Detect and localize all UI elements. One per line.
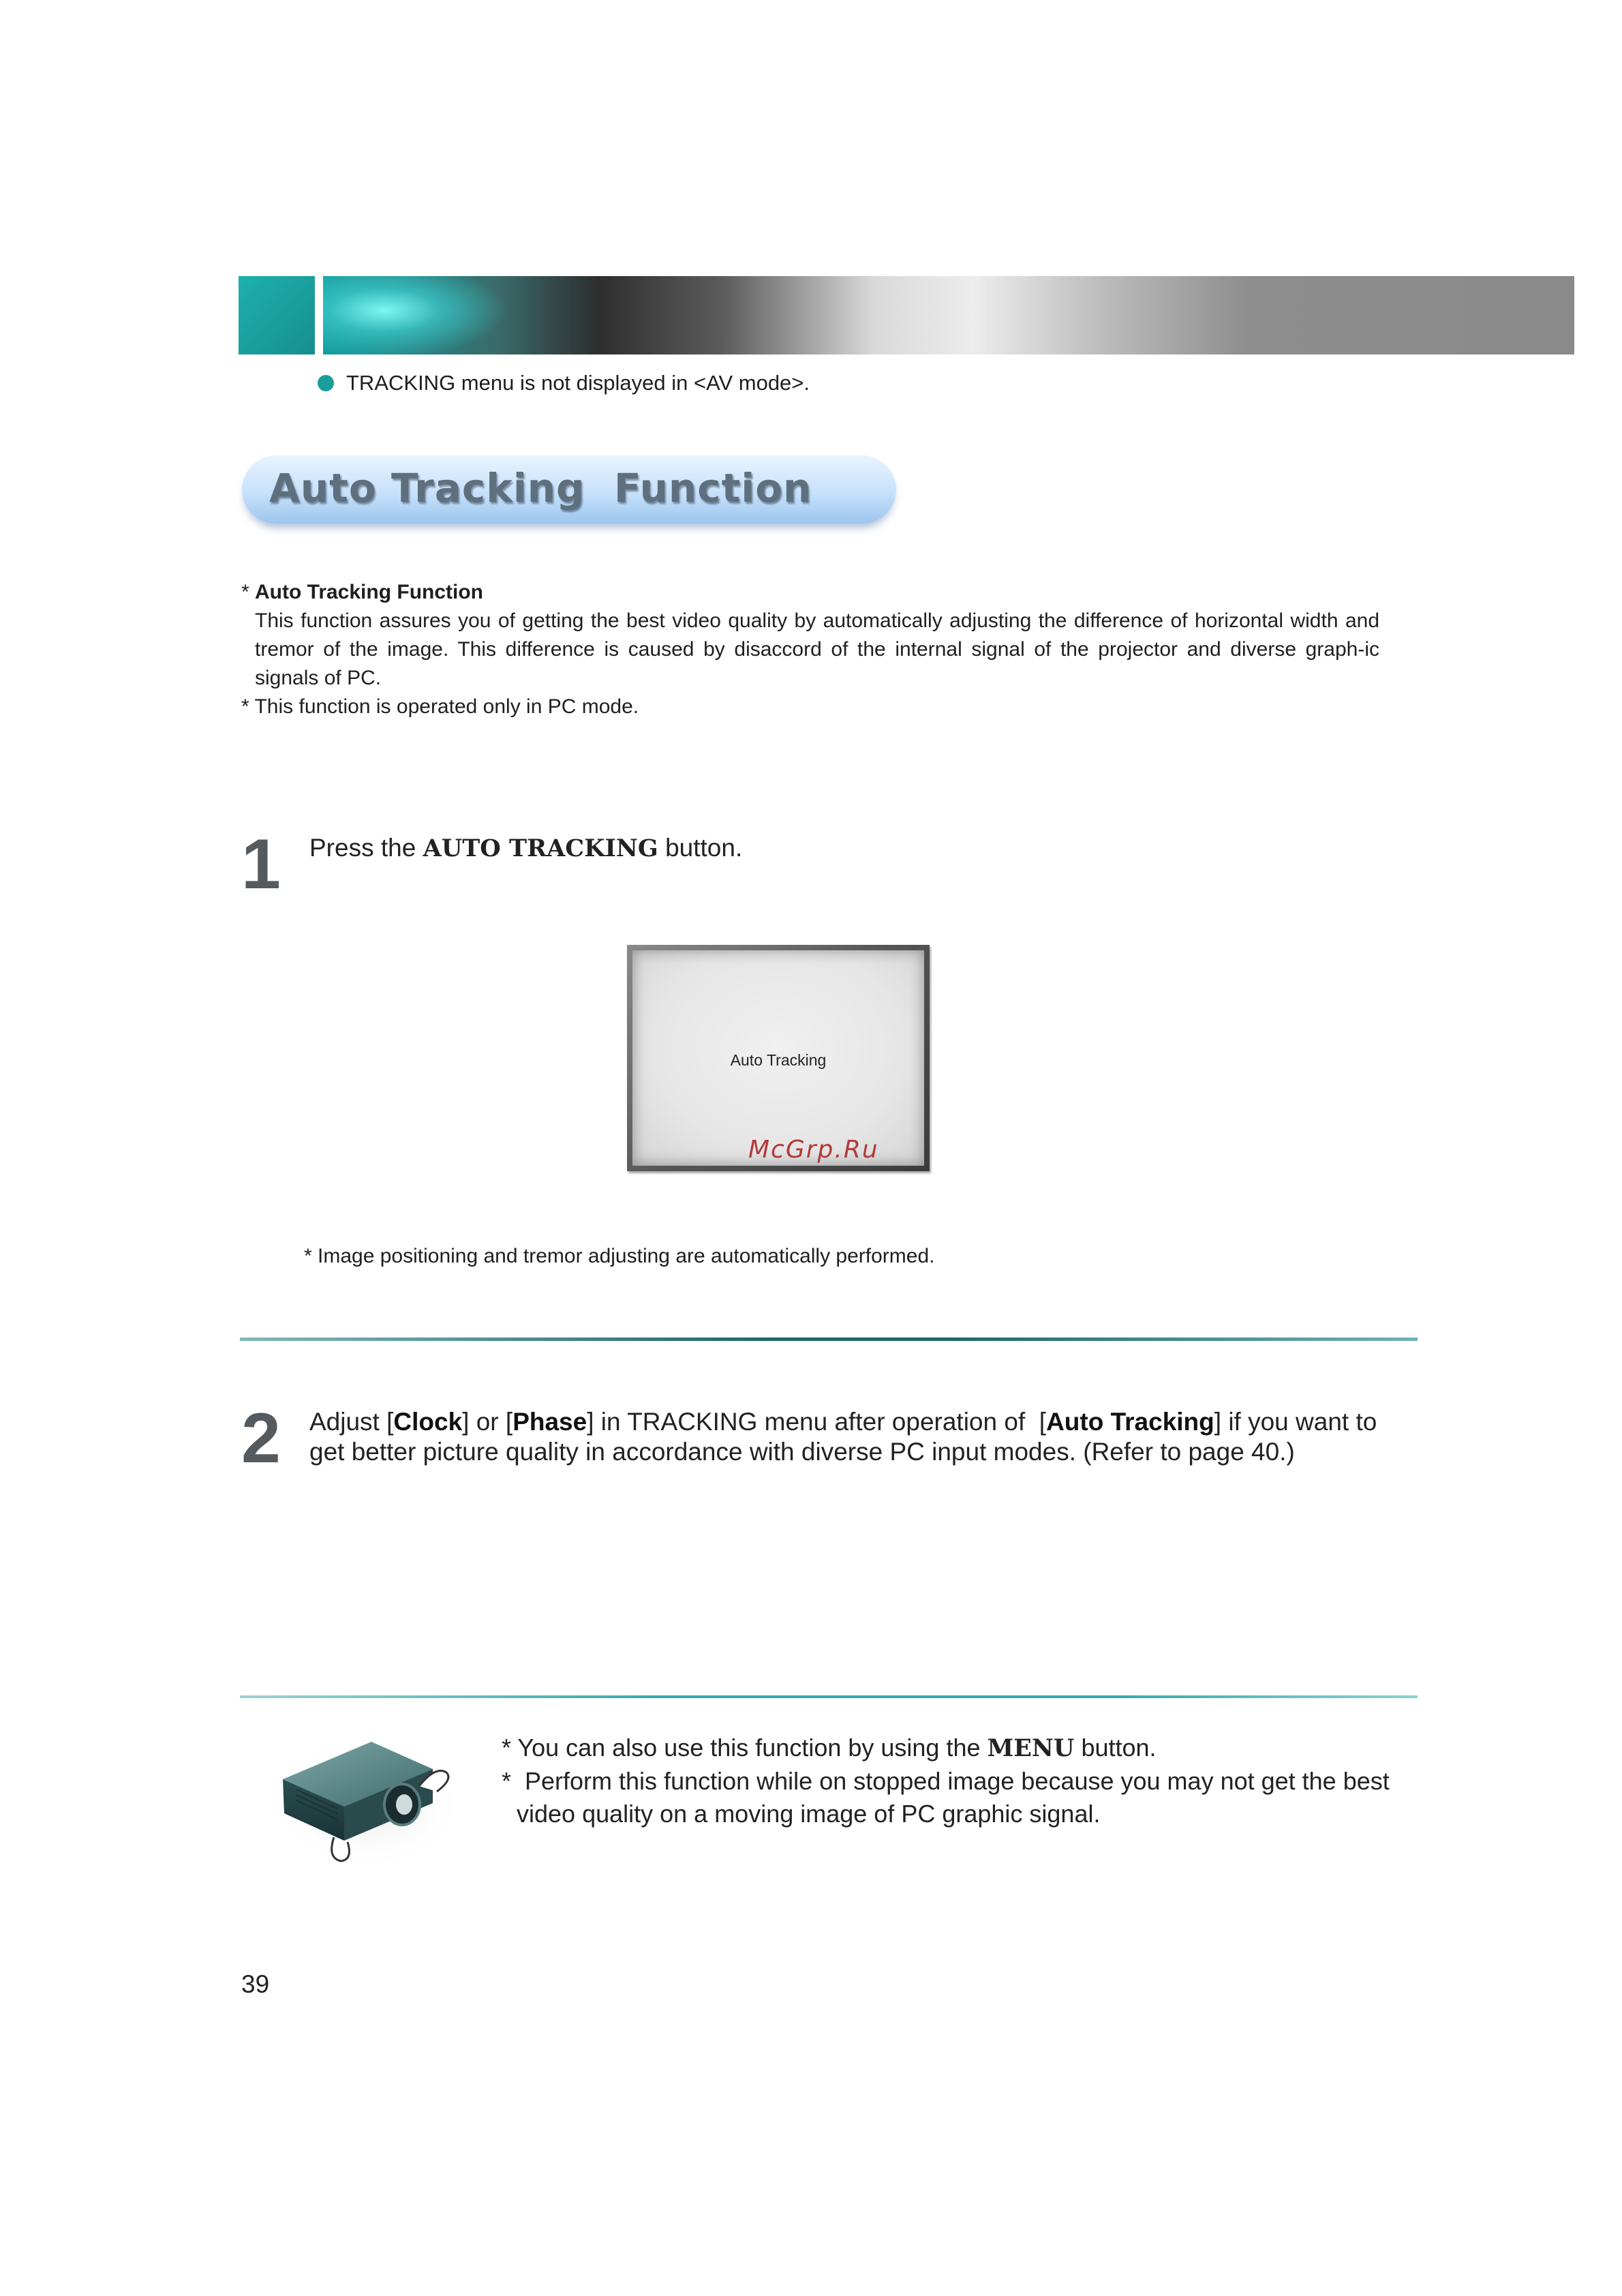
- tip-line-2: * Perform this function while on stopped image because you may not get the best: [502, 1767, 1390, 1795]
- step-1-text-before: Press the: [309, 834, 423, 862]
- step-1-text-after: button.: [658, 834, 743, 862]
- menu-button-name: MENU: [987, 1734, 1075, 1762]
- step-2-text: [309, 1407, 1413, 1467]
- tip-line-1: [502, 1732, 1415, 1765]
- step-2-clock: Clock: [393, 1408, 463, 1436]
- step-1-note: * Image positioning and tremor adjusting are automatically performed.: [304, 1245, 935, 1267]
- step-2-number: 2: [241, 1399, 281, 1478]
- step-2-t2: ] or [: [462, 1408, 513, 1436]
- intro-body: This function assures you of getting the best video quality by automatically adjusting the difference of horizontal width and tremor of the image. This difference is caused by disaccord of the internal signal of the projector and diverse graph-ic signals of PC.: [255, 609, 1379, 689]
- header-gradient-bar: [323, 276, 1574, 354]
- osd-auto-tracking-label: Auto Tracking: [730, 1051, 827, 1069]
- av-mode-note: [318, 371, 810, 395]
- step-2-t4: ] if you want to get better picture quality in accordance with diverse PC input modes. (Refer to page 40.): [309, 1408, 1377, 1466]
- step-1-number: 1: [241, 825, 281, 904]
- section-title-banner: [242, 455, 896, 524]
- header-accent-square: [239, 276, 315, 354]
- intro-heading: Auto Tracking Function: [255, 581, 484, 603]
- osd-screen: [632, 950, 924, 1166]
- projector-mascot-icon: [269, 1728, 467, 1871]
- auto-tracking-button-name: AUTO TRACKING: [423, 834, 658, 862]
- intro-star: *: [241, 581, 256, 603]
- intro-pc-only-note: * This function is operated only in PC mode.: [241, 695, 639, 718]
- step-2-t3: ] in TRACKING menu after operation of [: [587, 1408, 1047, 1436]
- watermark: McGrp.Ru: [748, 1136, 879, 1164]
- page-number: 39: [241, 1970, 270, 1998]
- section-title: Auto Tracking Function: [269, 465, 812, 511]
- tip-line-1-after: button.: [1074, 1734, 1157, 1762]
- step-2-auto-tracking: Auto Tracking: [1046, 1408, 1214, 1436]
- divider-line: [240, 1695, 1418, 1698]
- step-2-t1: Adjust [: [309, 1408, 394, 1436]
- step-1-text: [309, 833, 742, 864]
- tip-block: [502, 1732, 1415, 1830]
- av-mode-note-text: TRACKING menu is not displayed in <AV mode>.: [346, 371, 810, 395]
- intro-block: [241, 578, 1379, 721]
- tip-line-1-before: * You can also use this function by using the: [502, 1734, 988, 1762]
- divider-line: [240, 1338, 1418, 1341]
- step-2-phase: Phase: [512, 1408, 587, 1436]
- tip-line-3: video quality on a moving image of PC graphic signal.: [517, 1800, 1101, 1828]
- teal-dot-icon: [318, 375, 334, 391]
- intro-heading-line: [241, 578, 1379, 607]
- header-band: [239, 276, 1574, 354]
